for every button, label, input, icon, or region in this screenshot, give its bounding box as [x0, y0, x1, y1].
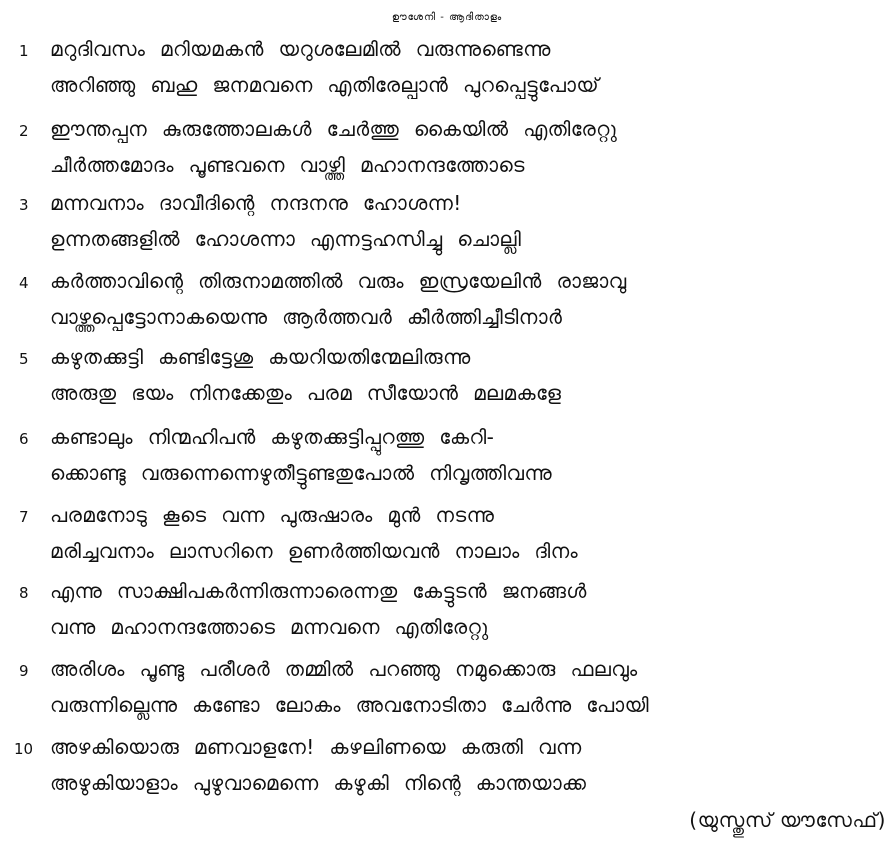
- stanza-9: [0, 655, 894, 735]
- stanza-line-2: അഴുകിയാളാം പുഴുവാമെന്നെ കഴുകി നിന്റെ കാന്തയാക്ക: [50, 771, 587, 795]
- stanza-number: 9: [19, 662, 29, 680]
- stanza-line-1: മന്നവനാം ദാവീദിന്റെ നന്ദനനു ഹോശന്ന!: [50, 191, 462, 215]
- stanza-line-2: മരിച്ചവനാം ലാസറിനെ ഉണർത്തിയവൻ നാലാം ദിനം: [50, 539, 579, 563]
- stanza-number: 2: [19, 122, 29, 140]
- hymn-title: ഊശേനി - ആദിതാളം: [391, 12, 503, 23]
- stanza-line-1: പരമനോടു കൂടെ വന്ന പുരുഷാരം മുൻ നടന്നു: [50, 503, 495, 527]
- stanza-number: 7: [19, 508, 29, 526]
- stanza-number: 8: [19, 584, 29, 602]
- stanza-2: [0, 115, 894, 195]
- stanza-6: [0, 423, 894, 503]
- stanza-number: 1: [19, 42, 29, 60]
- stanza-line-1: അരിശം പൂണ്ടു പരീശർ തമ്മിൽ പറഞ്ഞു നമുക്കൊരു ഫലവും: [50, 657, 638, 681]
- stanza-number: 3: [19, 196, 29, 214]
- stanza-number: 6: [19, 430, 29, 448]
- stanza-line-2: വന്നു മഹാനന്ദത്തോടെ മന്നവനെ എതിരേറ്റു: [50, 615, 489, 639]
- stanza-3: [0, 189, 894, 269]
- stanza-10: [0, 733, 894, 813]
- stanza-number: 10: [14, 740, 34, 758]
- stanza-line-1: കണ്ടാലും നിന്മഹിപൻ കഴുതക്കുട്ടിപ്പുറത്തു കേറി-: [50, 425, 495, 449]
- stanza-line-1: അഴകിയൊരു മണവാളനേ! കഴലിണയെ കരുതി വന്ന: [50, 735, 582, 759]
- stanza-line-2: ക്കൊണ്ടു വരുന്നെന്നെഴുതീട്ടുണ്ടതുപോൽ നിവൃത്തിവന്നു: [50, 461, 553, 485]
- stanza-line-1: കർത്താവിന്റെ തിരുനാമത്തിൽ വരും ഇസ്രയേലിൻ രാജാവു: [50, 269, 627, 293]
- stanza-line-2: അരുതു ഭയം നിനക്കേതും പരമ സീയോൻ മലമകളേ: [50, 381, 562, 405]
- stanza-7: [0, 501, 894, 581]
- stanza-line-1: ഈന്തപ്പന കുരുത്തോലകൾ ചേർത്തു കൈയിൽ എതിരേറ്റു: [50, 117, 618, 141]
- stanza-number: 4: [19, 274, 29, 292]
- stanza-line-1: എന്നു സാക്ഷിപകർന്നിരുന്നാരെന്നതു കേട്ടുടൻ ജനങ്ങൾ: [50, 579, 587, 603]
- stanza-line-2: ചീർത്തമോദം പൂണ്ടവനെ വാഴ്ത്തി മഹാനന്ദത്തോടെ: [50, 153, 525, 177]
- author-attribution: (യുസ്തുസ് യൗസേഫ്): [689, 808, 886, 832]
- stanza-line-1: കഴുതക്കുട്ടി കണ്ടിട്ടേശു കയറിയതിന്മേലിരുന്നു: [50, 345, 471, 369]
- stanza-number: 5: [19, 350, 29, 368]
- stanza-line-2: വാഴ്ത്തപ്പെട്ടോനാകയെന്നു ആർത്തവർ കീർത്തിച്ചീടിനാർ: [50, 305, 563, 329]
- stanza-line-1: മറുദിവസം മറിയമകൻ യറുശലേമിൽ വരുന്നുണ്ടെന്നു: [50, 37, 551, 61]
- stanza-line-2: വരുന്നില്ലെന്നു കണ്ടോ ലോകം അവനോടിതാ ചേർന്നു പോയി: [50, 693, 649, 717]
- stanza-line-2: അറിഞ്ഞു ബഹു ജനമവനെ എതിരേല്പാൻ പുറപ്പെട്ടുപോയ്: [50, 73, 599, 97]
- stanza-8: [0, 577, 894, 657]
- stanza-4: [0, 267, 894, 347]
- stanza-1: [0, 35, 894, 115]
- stanza-5: [0, 343, 894, 423]
- stanza-line-2: ഉന്നതങ്ങളിൽ ഹോശന്നാ എന്നട്ടഹസിച്ചു ചൊല്ലി: [50, 227, 522, 251]
